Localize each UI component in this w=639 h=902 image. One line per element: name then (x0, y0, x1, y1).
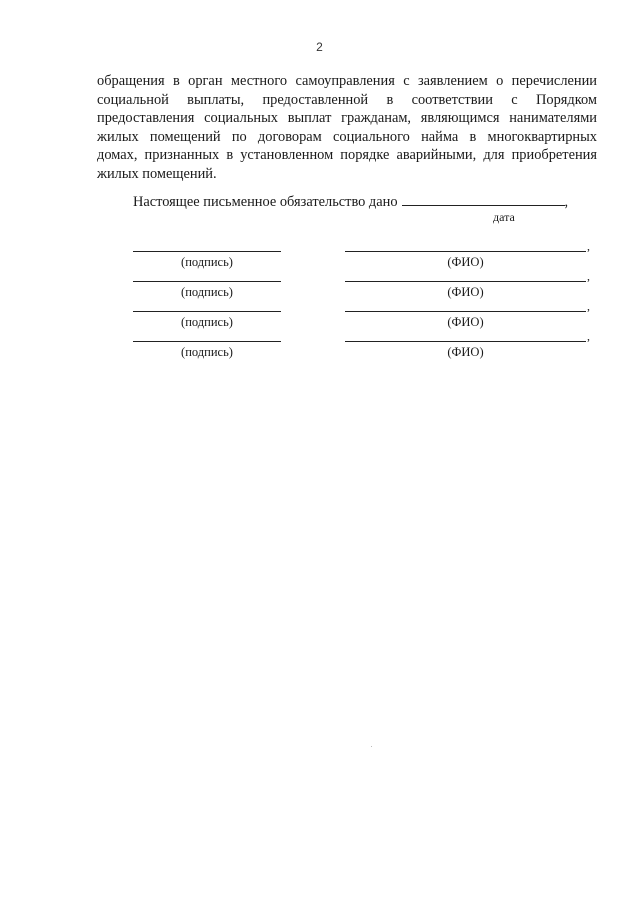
fullname-caption: (ФИО) (447, 345, 484, 359)
paragraph-line: жилых помещений по договорам социального найма в многоквартирных (97, 128, 597, 145)
paragraph-line: жилых помещений. (97, 165, 217, 182)
signature-line (133, 341, 281, 342)
body-paragraph (97, 72, 597, 184)
fullname-line (345, 341, 586, 342)
row-comma: , (587, 329, 590, 343)
paragraph-line: предоставления социальных выплат гражданам, являющимся нанимателями (97, 110, 597, 127)
page-number: 2 (316, 40, 323, 54)
pledge-text: Настоящее письменное обязательство дано (133, 194, 398, 210)
fullname-caption: (ФИО) (447, 285, 484, 299)
signature-line (133, 311, 281, 312)
row-comma: , (587, 269, 590, 283)
signature-caption: (подпись) (181, 255, 233, 269)
date-caption: дата (493, 210, 515, 224)
signature-caption: (подпись) (181, 315, 233, 329)
pledge-statement (133, 193, 568, 211)
row-comma: , (587, 239, 590, 253)
signature-row (0, 239, 639, 281)
signature-line (133, 281, 281, 282)
date-blank-line (402, 193, 565, 206)
paragraph-line: обращения в орган местного самоуправления с заявлением о перечислении (97, 73, 597, 89)
signature-caption: (подпись) (181, 345, 233, 359)
fullname-caption: (ФИО) (447, 315, 484, 329)
signature-caption: (подпись) (181, 285, 233, 299)
fullname-caption: (ФИО) (447, 255, 484, 269)
signature-row (0, 269, 639, 311)
pledge-comma: , (564, 194, 569, 210)
fullname-line (345, 251, 586, 252)
paragraph-line: социальной выплаты, предоставленной в соответствии с Порядком (97, 91, 597, 108)
fullname-line (345, 311, 586, 312)
paragraph-line: домах, признанных в установленном порядке аварийными, для приобретения (97, 147, 597, 164)
signature-row (0, 299, 639, 341)
scan-speck (371, 746, 372, 747)
row-comma: , (587, 299, 590, 313)
signature-line (133, 251, 281, 252)
signature-row (0, 329, 639, 371)
fullname-line (345, 281, 586, 282)
